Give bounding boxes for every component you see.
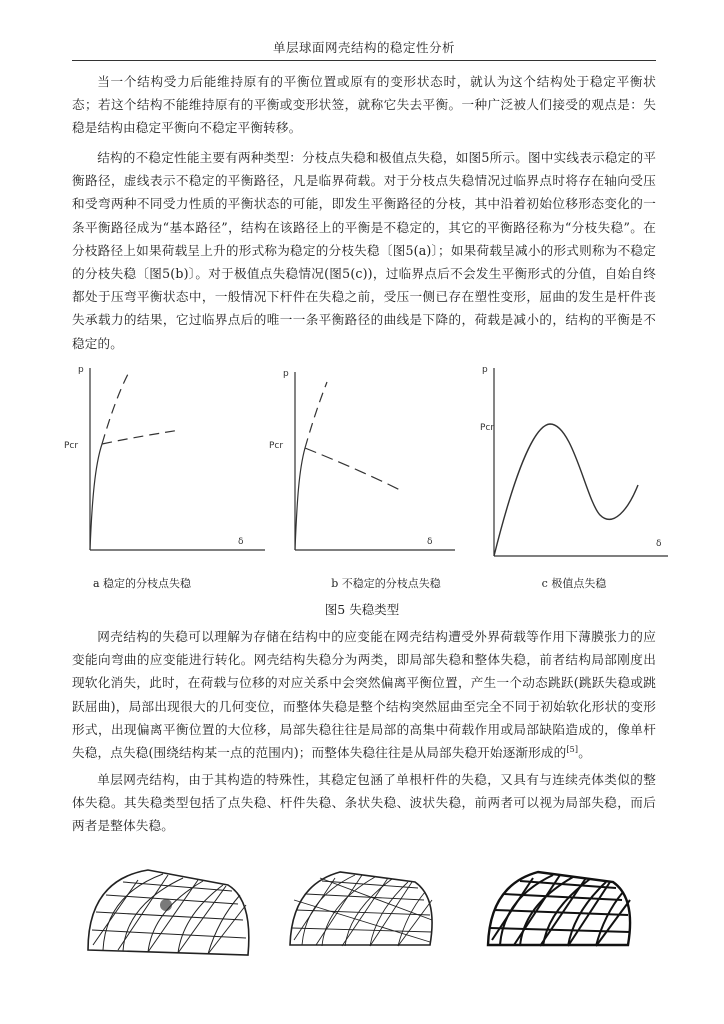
falling-branch	[305, 448, 400, 490]
unstable-branch	[102, 374, 128, 444]
x-axis-label: δ	[656, 539, 662, 549]
figure-5b	[269, 360, 475, 560]
dome-figure-bar-instability	[280, 860, 440, 964]
x-axis-label: δ	[427, 537, 433, 547]
critical-load-label: Pcr	[480, 423, 495, 433]
reference-citation: [5]	[566, 744, 579, 754]
y-axis-label: p	[78, 365, 84, 375]
paragraph-shell-instability	[72, 625, 656, 764]
paragraph-shell-instability-text: 网壳结构的失稳可以理解为存储在结构中的应变能在网壳结构遭受外界荷载等作用下薄膜张力的应变能向弯曲的应变能进行转化。网壳结构失稳分为两类，即局部失稳和整体失稳，前者结构局部刚度出现软化消失，此时，在荷载与位移的对应关系中会突然偏离平衡位置，产生一个动态跳跃(跳跃失稳或跳跃屈曲)，局部出现很大的几何变位，而整体失稳是整个结构突然屈曲至完全不同于初始软化形状的变形形式，出现偏离平衡位置的大位移，局部失稳往往是局部的高集中荷载作用或局部缺陷造成的，像单杆失稳，点失稳(围绕结构某一点的范围内)；而整体失稳往往是从局部失稳开始逐渐形成的	[72, 629, 656, 761]
caption-5b: b 不稳定的分枝点失稳	[331, 577, 441, 590]
limit-point-curve	[494, 424, 638, 556]
paragraph-single-layer-shell: 单层网壳结构，由于其构造的特殊性，其稳定包涵了单根杆件的失稳，又具有与连续壳体类似的整体失稳。其失稳类型包括了点失稳、杆件失稳、条状失稳、波状失稳，前两者可以视为局部失稳，而后两者是整体失稳。	[72, 772, 656, 834]
paragraph-instability-types: 结构的不稳定性能主要有两种类型：分枝点失稳和极值点失稳，如图5所示。图中实线表示稳定的平衡路径，虚线表示不稳定的平衡路径，凡是临界荷载。对于分枝点失稳情况过临界点时将存在轴向受压和受弯两种不同受力性质的平衡状态的可能，即发生平衡路径的分枝，其中沿着初始位移形态变化的一条平衡路径成为“基本路径”，结构在该路径上的平衡是不稳定的，其它的平衡路径称为“分枝失稳”。在分枝路径上如果荷载呈上升的形式称为稳定的分枝失稳〔图5(a)〕；如果荷载呈减小的形式则称为不稳定的分枝失稳〔图5(b)〕。对于极值点失稳情况(图5(c))，过临界点后不会发生平衡形式的分值，自始自终都处于压弯平衡状态中，一般情况下杆件在失稳之前，受压一侧已存在塑性变形，屈曲的发生是杆件丧失承载力的结果，它过临界点后的唯一一条平衡路径的曲线是下降的，荷载是减小的，结构的平衡是不稳定的。	[72, 150, 656, 351]
y-axis-label: p	[482, 365, 488, 375]
page-header: 单层球面网壳结构的稳定性分析	[272, 40, 455, 55]
stable-path	[90, 444, 102, 550]
paragraph-stability-definition: 当一个结构受力后能维持原有的平衡位置或原有的变形状态时，就认为这个结构处于稳定平衡状态；若这个结构不能维持原有的平衡或变形状签，就称它失去平衡。一种广泛被人们接受的观点是：失稳是结构由稳定平衡向不稳定平衡转移。	[72, 74, 656, 136]
unstable-branch	[305, 382, 327, 448]
figure-5a	[64, 360, 270, 560]
stable-path	[295, 448, 305, 550]
caption-5c: c 极值点失稳	[541, 577, 607, 590]
critical-load-label: Pcr	[64, 441, 79, 451]
rising-branch	[102, 430, 180, 444]
figure-5c	[478, 360, 678, 560]
x-axis-label: δ	[238, 537, 244, 547]
critical-load-label: Pcr	[269, 441, 284, 451]
header-rule	[72, 60, 656, 61]
y-axis-label: p	[283, 369, 289, 379]
dome-figure-point-instability	[78, 860, 258, 964]
figure-5-title: 图5 失稳类型	[324, 602, 400, 617]
caption-5a: a 稳定的分枝点失稳	[92, 577, 192, 590]
dome-figure-strip-instability	[478, 860, 638, 964]
paragraph-shell-instability-end: 。	[578, 745, 591, 761]
